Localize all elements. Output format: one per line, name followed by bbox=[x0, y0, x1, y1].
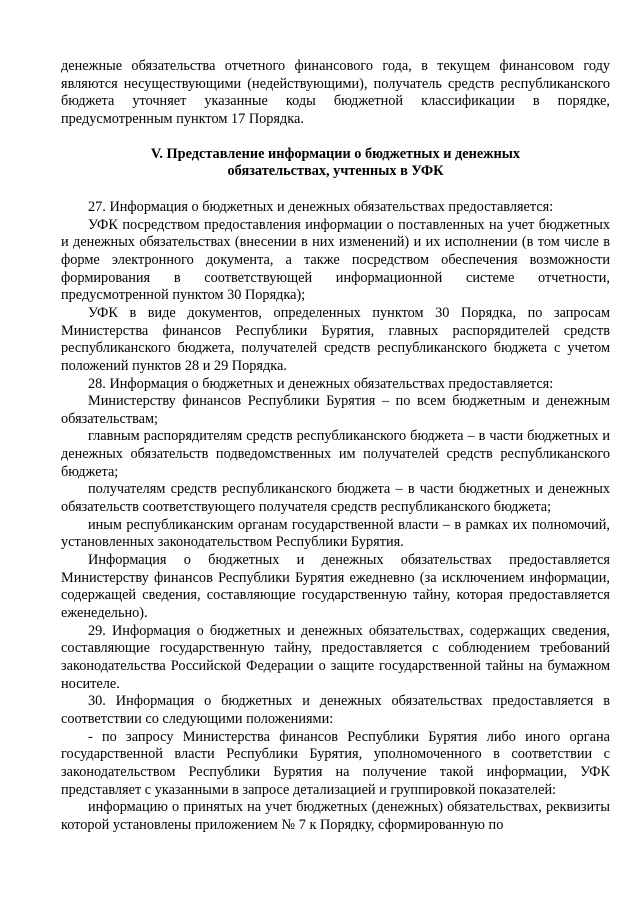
paragraph-27-ufk-information: УФК посредством предоставления информации о поставленных на учет бюджетных и денежных обязательствах (внесении в них изменений) и их исполнении (в том числе в форме электронного документа, а также посредством обеспечения возможности формирования в соответствующей информационной системе отчетности, предусмотренной пунктом 30 Порядка); bbox=[61, 216, 610, 304]
section-heading-line-1: V. Представление информации о бюджетных и денежных bbox=[150, 145, 521, 162]
paragraph-28-other-authorities: иным республиканским органам государственной власти – в рамках их полномочий, установленных законодательством Республики Бурятия. bbox=[61, 516, 610, 551]
paragraph-30-information: информацию о принятых на учет бюджетных (денежных) обязательствах, реквизиты которой установлены приложением № 7 к Порядку, сформированную по bbox=[61, 799, 610, 833]
paragraph-28-ministry: Министерству финансов Республики Бурятия – по всем бюджетным и денежным обязательствам; bbox=[61, 393, 610, 427]
section-heading-line-2: обязательствах, учтенных в УФК bbox=[227, 163, 444, 180]
paragraph-30-intro: 30. Информация о бюджетных и денежных обязательствах предоставляется в соответствии со следующими положениями: bbox=[61, 693, 610, 727]
paragraph-28-intro: 28. Информация о бюджетных и денежных обязательствах предоставляется: bbox=[88, 375, 554, 392]
paragraph-28-daily-info: Информация о бюджетных и денежных обязательствах предоставляется Министерству финансов Республики Бурятия ежедневно (за исключением информации, содержащей сведения, составляющие государственную тайну, которая предоставляется еженедельно). bbox=[61, 552, 610, 622]
paragraph-27-intro: 27. Информация о бюджетных и денежных обязательствах предоставляется: bbox=[88, 198, 554, 215]
paragraph-28-main-managers: главным распорядителям средств республиканского бюджета – в части бюджетных и денежных обязательств подведомственных им получателей средств республиканского бюджета; bbox=[61, 428, 610, 480]
paragraph-27-ufk-documents: УФК в виде документов, определенных пунктом 30 Порядка, по запросам Министерства финансов Республики Бурятия, главных распорядителей средств республиканского бюджета, получателей средств республиканского бюджета с учетом положений пунктов 28 и 29 Порядка. bbox=[61, 304, 610, 374]
section-heading bbox=[61, 146, 610, 181]
paragraph-29: 29. Информация о бюджетных и денежных обязательствах, содержащих сведения, составляющие государственную тайну, предоставляется с соблюдением требований законодательства Российской Федерации о защите государственной тайны на бумажном носителе. bbox=[61, 622, 610, 692]
paragraph-30-request: - по запросу Министерства финансов Республики Бурятия либо иного органа государственной власти Республики Бурятия, уполномоченного в соответствии с законодательством Республики Бурятия на получение такой информации, УФК представляет с указанными в запросе детализацией и группировкой показателей: bbox=[61, 728, 610, 798]
paragraph-28-recipients: получателям средств республиканского бюджета – в части бюджетных и денежных обязательств соответствующего получателя средств республиканского бюджета; bbox=[61, 481, 610, 516]
intro-paragraph: денежные обязательства отчетного финансового года, в текущем финансовом году являются несуществующими (недействующими), получатель средств республиканского бюджета уточняет указанные коды бюджетной классификации в порядке, предусмотренным пунктом 17 Порядка. bbox=[61, 58, 610, 127]
